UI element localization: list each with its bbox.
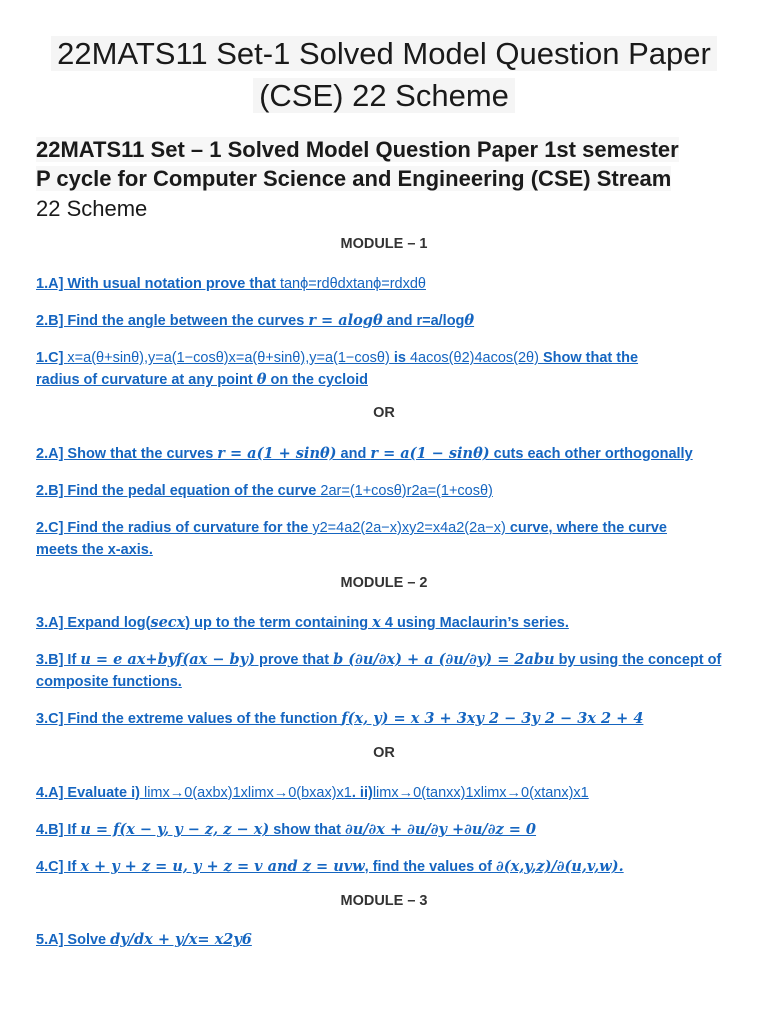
q1a-text: 1.A] With usual notation prove that: [36, 276, 280, 292]
q1c-text: Show that the: [538, 350, 639, 366]
question-2c-link[interactable]: [36, 517, 732, 561]
q2b-formula: r = alogθ: [308, 312, 383, 329]
question-2a-link[interactable]: [36, 443, 732, 465]
q5a-text: 5.A] Solve: [36, 932, 111, 948]
subtitle-bold-line-2: P cycle for Computer Science and Engineering (CSE) Stream: [36, 166, 672, 191]
q1c-formula: x=a(θ+sinθ),y=a(1−cosθ)x=a(θ+sinθ),y=a(1−cosθ): [67, 350, 390, 366]
question-3a-link[interactable]: [36, 612, 732, 634]
q1c-text-3: on the cycloid: [266, 372, 368, 388]
q4b-formula: u = f(x − y, y − z, z − x): [80, 821, 270, 838]
q1a-formula: tanϕ=rdθdxtanϕ=rdxdθ: [279, 276, 426, 292]
subtitle-plain: 22 Scheme: [36, 196, 148, 221]
q3c-formula: f(x, y) = x 3 + 3xy 2 − 3y 2 − 3x 2 + 4: [341, 710, 644, 727]
question-1c-link[interactable]: [36, 347, 732, 391]
module-3-heading: MODULE – 3: [340, 893, 428, 909]
question-3c-link[interactable]: [36, 708, 732, 730]
or-divider-2: OR: [373, 745, 395, 761]
q2b2-formula: 2ar=(1+cosθ)r2a=(1+cosθ): [320, 483, 493, 499]
q4a-formula-2: limx→0(tanxx)1xlimx→0(xtanx)x1: [372, 785, 589, 801]
q4c-text: 4.C] If: [36, 859, 81, 875]
question-1a-link[interactable]: [36, 273, 732, 295]
q2b2-text: 2.B] Find the pedal equation of the curve: [36, 483, 321, 499]
q1c-theta: θ: [256, 371, 267, 388]
q1c-text-2: radius of curvature at any point: [36, 372, 257, 388]
q1c-label: 1.C]: [36, 350, 68, 366]
title-line-1: 22MATS11 Set-1 Solved Model Question Paper: [51, 36, 717, 71]
q3b-formula-2: b (∂u/∂x) + a (∂u/∂y) = 2abu: [333, 651, 555, 668]
q4a-formula: limx→0(axbx)1xlimx→0(bxax)x1: [143, 785, 352, 801]
q3c-text: 3.C] Find the extreme values of the function: [36, 711, 342, 727]
page-title: [0, 0, 768, 117]
q5a-formula: dy/dx + y/x= x2y6: [110, 931, 252, 948]
question-4c-link[interactable]: [36, 856, 732, 878]
question-5a-link[interactable]: [36, 929, 732, 951]
q2c-text-3: meets the x-axis.: [36, 542, 153, 558]
q3b-text-2: prove that: [254, 652, 334, 668]
subtitle-bold-line-1: 22MATS11 Set – 1 Solved Model Question Paper 1st semester: [36, 137, 679, 162]
q2a-and: and: [336, 446, 371, 462]
module-1-heading: MODULE – 1: [340, 236, 428, 252]
q3b-text-3: by using the concept of: [554, 652, 722, 668]
q3b-formula: u = e ax+byf(ax − by): [80, 651, 255, 668]
q2a-formula: r = a(1 + sinθ): [217, 445, 337, 462]
q2b-text-2: and r=a/log: [382, 313, 465, 329]
q4c-formula-2: ∂(x,y,z)/∂(u,v,w).: [496, 858, 624, 875]
question-4a-link[interactable]: [36, 782, 732, 804]
q3a-text: 3.A] Expand log(: [36, 615, 151, 631]
q2a-text: 2.A] Show that the curves: [36, 446, 218, 462]
q1c-is: is: [389, 350, 410, 366]
subtitle-bold: [36, 135, 732, 193]
q2c-formula: y2=4a2(2a−x)xy2=x4a2(2a−x): [312, 520, 506, 536]
q2a-formula-2: r = a(1 − sinθ): [370, 445, 490, 462]
q1c-formula-2: 4acos(θ2)4acos(2θ): [409, 350, 539, 366]
q4b-text-2: show that: [269, 822, 345, 838]
q4a-text-2: . ii): [351, 785, 373, 801]
q2b-theta: θ: [464, 312, 475, 329]
q3b-text-4: composite functions.: [36, 674, 182, 690]
q3a-secx: secx: [150, 614, 186, 631]
question-4b-link[interactable]: [36, 819, 732, 841]
q3a-text-2: ) up to the term containing: [185, 615, 373, 631]
question-3b-link[interactable]: [36, 649, 732, 693]
subtitle-block: [36, 135, 732, 224]
question-2b-pedal-link[interactable]: [36, 480, 732, 502]
q3b-text: 3.B] If: [36, 652, 81, 668]
q4c-formula: x + y + z = u, y + z = v and z = uvw: [80, 858, 365, 875]
or-divider-1: OR: [373, 405, 395, 421]
q2c-text: 2.C] Find the radius of curvature for the: [36, 520, 313, 536]
q3a-text-3: 4 using Maclaurin’s series.: [380, 615, 569, 631]
q4b-formula-2: ∂u/∂x + ∂u/∂y +∂u/∂z = 0: [344, 821, 537, 838]
q2c-text-2: curve, where the curve: [505, 520, 667, 536]
q2b-text: 2.B] Find the angle between the curves: [36, 313, 309, 329]
q4a-text: 4.A] Evaluate i): [36, 785, 144, 801]
q4c-text-2: , find the values of: [364, 859, 496, 875]
q3a-x: x: [372, 614, 381, 631]
question-2b-angle-link[interactable]: [36, 310, 732, 332]
q2a-text-2: cuts each other orthogonally: [489, 446, 693, 462]
q4b-text: 4.B] If: [36, 822, 81, 838]
title-line-2: (CSE) 22 Scheme: [253, 78, 515, 113]
module-2-heading: MODULE – 2: [340, 575, 428, 591]
